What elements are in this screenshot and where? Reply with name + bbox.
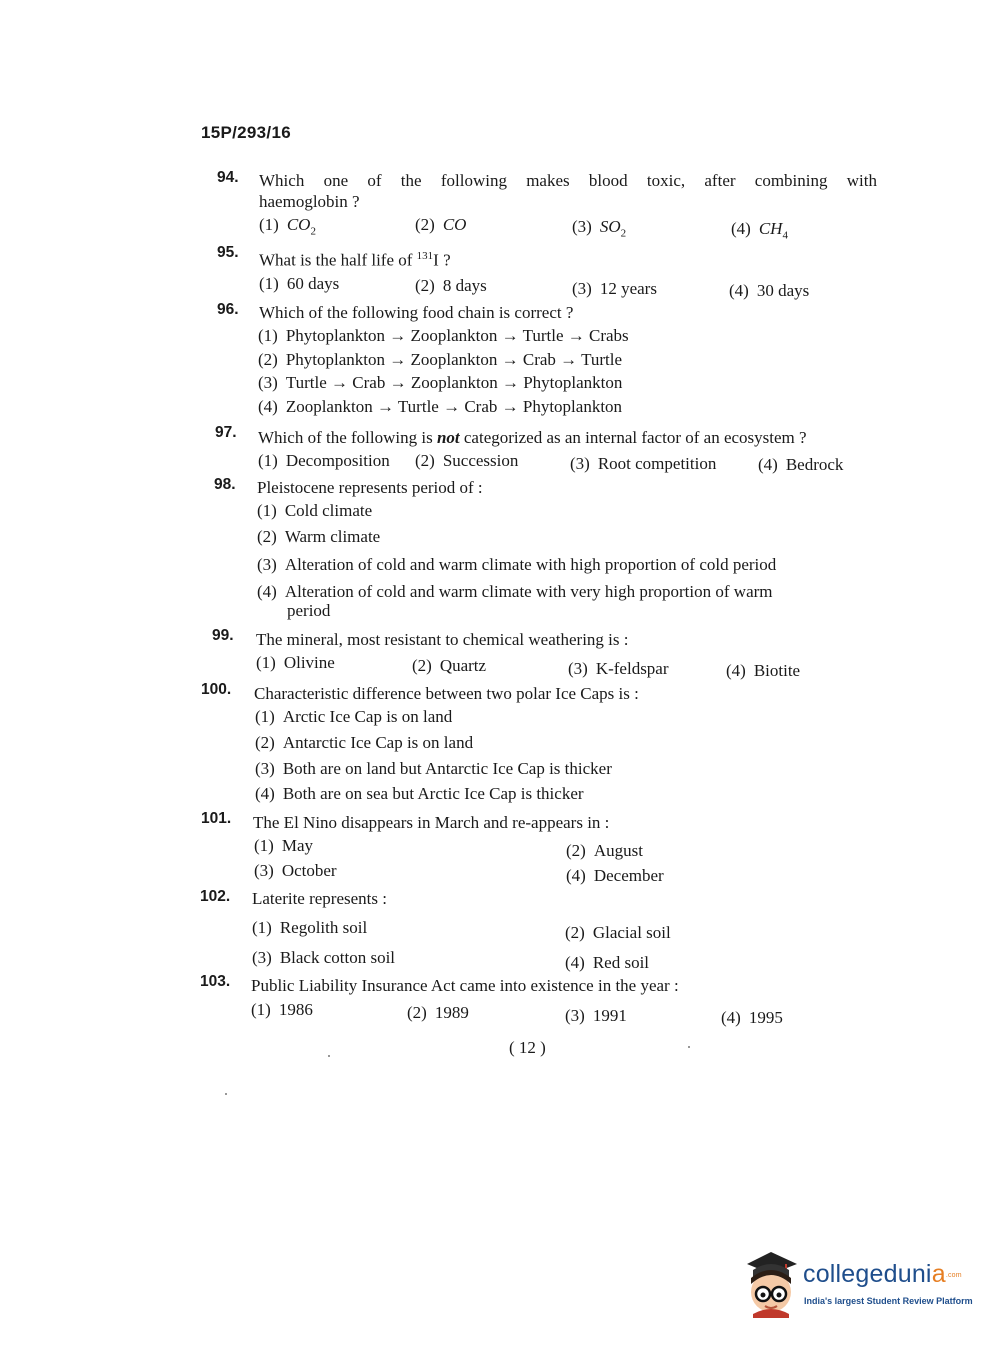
option: (1) Phytoplankton → Zooplankton → Turtle → Crabs <box>258 326 629 345</box>
option: (4) Biotite <box>726 661 801 680</box>
question-stem: Pleistocene represents period of : <box>257 478 483 497</box>
question-number: 100. <box>201 681 232 698</box>
question-stem-cont: haemoglobin ? <box>259 192 360 211</box>
option: (2) 1989 <box>407 1003 469 1022</box>
option: (2) 8 days <box>415 276 487 295</box>
option: (1) $CO_2$ <box>259 215 316 238</box>
option: (4) Red soil <box>565 953 650 972</box>
option: (2) Glacial soil <box>565 923 671 942</box>
option: (1) Arctic Ice Cap is on land <box>255 707 453 726</box>
option: (2) CO <box>415 215 467 234</box>
question-number: 94. <box>217 169 239 186</box>
option: (4) Bedrock <box>758 455 844 474</box>
option: (1) Decomposition <box>258 451 390 470</box>
option: (2) Succession <box>415 451 519 470</box>
option: (1) Cold climate <box>257 501 373 520</box>
question-stem: Characteristic difference between two polar Ice Caps is : <box>254 684 639 703</box>
option: (3) October <box>254 861 337 880</box>
option: (1) Olivine <box>256 653 335 672</box>
option: (3) 12 years <box>572 279 657 298</box>
question-stem: The El Nino disappears in March and re-appears in : <box>253 813 610 832</box>
question-number: 102. <box>200 888 231 905</box>
question-number: 97. <box>215 424 237 441</box>
question-number: 101. <box>201 810 232 827</box>
question-stem: Which one of the following makes blood toxic, after combining with <box>259 171 877 190</box>
option: (4) Both are on sea but Arctic Ice Cap is thicker <box>255 784 584 803</box>
collegedunia-watermark <box>741 1248 971 1320</box>
option: (2) Warm climate <box>257 527 381 546</box>
scan-speck <box>688 1046 690 1048</box>
question-stem: Public Liability Insurance Act came into existence in the year : <box>251 976 679 995</box>
question-stem: Which of the following food chain is correct ? <box>259 303 574 322</box>
option: (4) 30 days <box>729 281 810 300</box>
option: (1) May <box>254 836 313 855</box>
option: (3) $SO_2$ <box>572 217 627 240</box>
option: (4) $CH_4$ <box>731 219 788 242</box>
option-cont: period <box>287 601 331 620</box>
page-number: ( 12 ) <box>509 1038 546 1057</box>
question-number: 96. <box>217 301 239 318</box>
option: (1) 60 days <box>259 274 340 293</box>
option: (3) Black cotton soil <box>252 948 396 967</box>
option: (4) December <box>566 866 664 885</box>
question-number: 98. <box>214 476 236 493</box>
brand-name: collegedunia.com <box>803 1260 962 1288</box>
question-number: 95. <box>217 244 239 261</box>
brand-tagline: India's largest Student Review Platform <box>804 1296 973 1306</box>
scan-speck <box>225 1093 227 1095</box>
option: (2) August <box>566 841 643 860</box>
option: (3) Root competition <box>570 454 717 473</box>
option: (4) Zooplankton → Turtle → Crab → Phytoplankton <box>258 397 623 416</box>
option: (4) Alteration of cold and warm climate with very high proportion of warm <box>257 582 773 601</box>
option: (3) 1991 <box>565 1006 627 1025</box>
question-number: 99. <box>212 627 234 644</box>
option: (4) 1995 <box>721 1008 783 1027</box>
question-stem: Laterite represents : <box>252 889 387 908</box>
option: (3) Both are on land but Antarctic Ice Cap is thicker <box>255 759 612 778</box>
question-stem: The mineral, most resistant to chemical weathering is : <box>256 630 629 649</box>
option: (3) Alteration of cold and warm climate with high proportion of cold period <box>257 555 777 574</box>
option: (1) Regolith soil <box>252 918 368 937</box>
option: (2) Phytoplankton → Zooplankton → Crab → Turtle <box>258 350 623 369</box>
option: (2) Antarctic Ice Cap is on land <box>255 733 474 752</box>
mascot-logo-icon <box>741 1248 805 1318</box>
question-stem: Which of the following is not categorized as an internal factor of an ecosystem ? <box>258 428 807 447</box>
scan-speck <box>328 1055 330 1057</box>
option: (1) 1986 <box>251 1000 313 1019</box>
option: (3) Turtle → Crab → Zooplankton → Phytoplankton <box>258 373 623 392</box>
question-number: 103. <box>200 973 231 990</box>
option: (3) K-feldspar <box>568 659 669 678</box>
option: (2) Quartz <box>412 656 487 675</box>
paper-code: 15P/293/16 <box>201 123 291 142</box>
question-stem: What is the half life of $^{131}$I ? <box>259 250 451 270</box>
